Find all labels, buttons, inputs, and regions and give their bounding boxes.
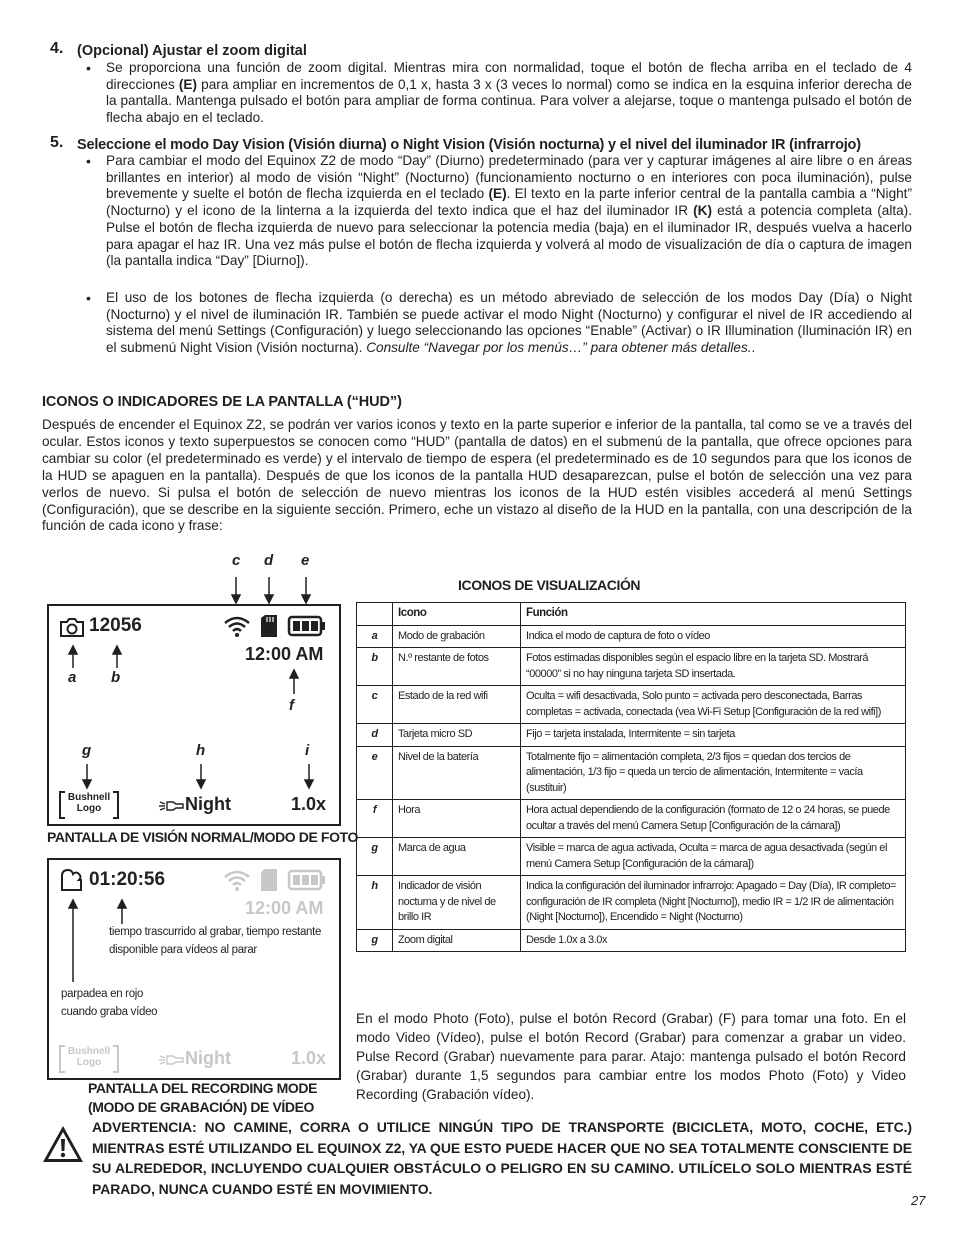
screen1-caption: PANTALLA DE VISIÓN NORMAL/MODO DE FOTO <box>47 829 358 845</box>
wifi-icon <box>223 614 251 638</box>
table-row-key: g <box>357 838 393 876</box>
label-b: b <box>111 669 121 686</box>
table-row <box>357 724 906 747</box>
sd-card-icon-faded <box>260 868 278 892</box>
wifi-icon-faded <box>223 868 251 892</box>
table-row <box>357 838 906 876</box>
table-row-icon: Marca de agua <box>393 838 521 876</box>
blink-note: parpadea en rojo cuando graba vídeo <box>61 988 158 1018</box>
video-camera-icon <box>59 868 85 892</box>
warning-text: ADVERTENCIA: NO CAMINE, CORRA O UTILICE NINGÚN TIPO DE TRANSPORTE (BICICLETA, MOTO, COCHE, ETC.) MIENTRAS ESTÉ UTILIZANDO EL EQUINOX Z2, YA QUE ESTO PUEDE HACER QUE NO SEA TOTALMENTE CONSCIENTE DE SU ALREDEDOR, INCLUYENDO CUALQUIER OBSTÁCULO O PELIGRO EN SU CAMINO. UTILÍCELO SOLO MIENTRAS ESTÉ PARADO, NUNCA CUANDO ESTÉ EN MOVIMIENTO. <box>92 1119 912 1197</box>
table-row-function: Hora actual dependiendo de la configuración (formato de 12 o 24 horas, se puede ocultar a través del menú Camera Setup [Configuración de la cámara]) <box>521 800 906 838</box>
table-row-key: c <box>357 686 393 724</box>
table-row-icon: Zoom digital <box>393 929 521 952</box>
arrows-a-b-f <box>59 642 329 698</box>
watermark-logo: Bushnell Logo <box>59 791 119 817</box>
arrows-c-d-e <box>225 575 325 605</box>
camera-icon <box>59 616 85 638</box>
table-row <box>357 876 906 930</box>
table-row <box>357 800 906 838</box>
table-row <box>357 746 906 800</box>
table-row-key: d <box>357 724 393 747</box>
photo-video-paragraph: En el modo Photo (Foto), pulse el botón Record (Grabar) (F) para tomar una foto. En el modo Video (Vídeo), pulse el botón Record (Grabar) para comenzar a grabar un video. Pulse Record (Grabar) nuevamente para parar. Atajo: mantenga pulsado el botón Record (Grabar) durante 1,5 segundos para cambiar entre los modos Photo (Foto) y Video Recording (Grabación vídeo). <box>356 1011 906 1102</box>
table-row-icon: Indicador de visión nocturna y de nivel de brillo IR <box>393 876 521 930</box>
table-row-icon: Modo de grabación <box>393 625 521 648</box>
table-row-icon: Hora <box>393 800 521 838</box>
night-mode-text: Night <box>185 794 231 814</box>
table-title: ICONOS DE VISUALIZACIÓN <box>458 577 641 593</box>
table-row-key: g <box>357 929 393 952</box>
hud-screen-photo-mode <box>47 604 341 826</box>
table-row-key: f <box>357 800 393 838</box>
step-4-title: (Opcional) Ajustar el zoom digital <box>77 43 307 59</box>
screen2-caption: PANTALLA DEL RECORDING MODE (MODO DE GRABACIÓN) DE VÍDEO <box>88 1080 318 1115</box>
elapsed-time: 01:20:56 <box>89 869 166 890</box>
step-5-bullet-2: • El uso de los botones de flecha izquierda (o derecha) es un método abreviado de selección de los modos Day (Día) o Night (Nocturno) y el nivel de iluminación IR. También se puede activar el modo Night (Nocturno) y configurar el nivel de IR accediendo al sistema del menú Settings (Configuración) y luego seleccionando las opciones “Enable” (Activar) o IR Illumination (Iluminación IR) en el submenú Night Vision (Visión nocturna). Consulte “Navegar por los menús…” para obtener más detalles.. <box>106 290 912 357</box>
hud-icons-table <box>356 602 906 952</box>
table-row-icon: Nivel de la batería <box>393 746 521 800</box>
hud-section-title: ICONOS O INDICADORES DE LA PANTALLA (“HUD”) <box>42 394 402 410</box>
zoom-level: 1.0x <box>291 794 327 814</box>
table-row <box>357 625 906 648</box>
label-i: i <box>305 742 310 759</box>
watermark-logo-faded: Bushnell Logo <box>59 1045 119 1071</box>
flashlight-icon <box>159 799 185 813</box>
step-5-number: 5. <box>50 134 64 151</box>
battery-icon-faded <box>287 869 327 891</box>
table-header-function: Función <box>521 603 906 626</box>
table-row-function: Indica el modo de captura de foto o vídeo <box>521 625 906 648</box>
table-row-function: Totalmente fijo = alimentación completa, 2/3 fijos = quedan dos tercios de alimentación, 1/3 fijo = queda un tercio de alimentación, Intermitente = vacía (sustituir) <box>521 746 906 800</box>
time-display: 12:00 AM <box>245 644 324 664</box>
label-c: c <box>232 552 241 569</box>
table-header-key <box>357 603 393 626</box>
hud-screen-recording-mode <box>47 858 341 1080</box>
table-row-icon: Estado de la red wifi <box>393 686 521 724</box>
table-row-key: h <box>357 876 393 930</box>
table-header <box>357 603 906 626</box>
table-row-function: Fotos estimadas disponibles según el espacio libre en la tarjeta SD. Mostrará “00000” si no hay ninguna tarjeta SD insertada. <box>521 648 906 686</box>
step-4-bullet-1: • Se proporciona una función de zoom digital. Mientras mira con normalidad, toque el botón de flecha arriba en el teclado de 4 direcciones (E) para ampliar en incrementos de 0,1 x, hasta 3 x (3 veces lo normal) como se indica en la esquina inferior derecha de la pantalla. Mantenga pulsado el botón para ampliar de forma continua. Para volver a alejarse, toque o mantenga pulsado el botón de flecha abajo en el teclado. <box>106 60 912 127</box>
flashlight-icon-faded <box>159 1053 185 1067</box>
sd-card-icon <box>260 614 278 638</box>
night-mode-text-faded: Night <box>185 1048 231 1068</box>
table-row-icon: N.º restante de fotos <box>393 648 521 686</box>
step-4-number: 4. <box>50 40 64 57</box>
time-display-faded: 12:00 AM <box>245 898 324 918</box>
page-number: 27 <box>911 1193 926 1208</box>
arrows-g-h-i <box>69 760 329 794</box>
table-row-function: Visible = marca de agua activada, Oculta = marca de agua desactivada (según el menú Camera Setup [Configuración de la cámara]) <box>521 838 906 876</box>
table-row <box>357 686 906 724</box>
zoom-level-faded: 1.0x <box>291 1048 327 1068</box>
table-row-function: Fijo = tarjeta instalada, Intermitente = sin tarjeta <box>521 724 906 747</box>
table-header-icon: Icono <box>393 603 521 626</box>
label-d: d <box>264 552 274 569</box>
warning-icon <box>41 1124 85 1164</box>
hud-section-intro: Después de encender el Equinox Z2, se podrán ver varios iconos y texto en la parte superior e inferior de la pantalla, tal como se ve a través del ocular. Estos iconos y texto superpuestos se conocen como “HUD” (pantalla de datos) en el submenú de la pantalla, que ofrece opciones para cambiar su color (el predeterminado es verde) y el intervalo de tiempo de espera (el predeterminado es de 10 segundos para que los iconos de la HUD se apaguen en la pantalla). Después de que los iconos de la pantalla HUD desaparezcan, pulse el botón de selección una vez para verlos de nuevo. Si pulsa el botón de selección de nuevo mientras los iconos de la HUD estén visibles accederá al menú Settings (Configuración), que se describe en la siguiente sección. Primero, eche un vistazo al diseño de la HUD en la pantalla, con una descripción de la función de cada icono y frase: <box>42 417 912 534</box>
table-row-function: Desde 1.0x a 3.0x <box>521 929 906 952</box>
step-5-bullet-1: • Para cambiar el modo del Equinox Z2 de modo “Day” (Diurno) predeterminado (para ver y capturar imágenes al aire libre o en áreas brillantes en interior) al modo de visión “Night” (Nocturno) (funcionamiento nocturno o en interiores con poca iluminación), pulse brevemente y suelte el botón de flecha izquierda en el teclado (E). El texto en la parte inferior central de la pantalla cambia a “Night” (Nocturno) y el icono de la linterna a la izquierda del texto indica que el haz del iluminador IR (K) está a potencia completa (alta). Pulse el botón de flecha izquierda de nuevo para seleccionar la potencia media (baja) en el iluminador IR, después vuelva a hacerlo para apagar el haz IR. Una vez más pulse el botón de flecha izquierda y volverá al modo de visualización de día o captura de imagen (la pantalla indica “Day” [Diurno]). <box>106 153 912 270</box>
table-row-key: b <box>357 648 393 686</box>
table-row-function: Indica la configuración del iluminador infrarrojo: Apagado = Day (Día), IR completo= configuración de IR completa (Night [Nocturno]), medio IR = 1/2 IR de alimentación (Night [Nocturno]), Encendido = Night (Nocturno) <box>521 876 906 930</box>
photo-count: 12056 <box>89 615 142 636</box>
elapsed-time-note: tiempo trascurrido al grabar, tiempo restante disponible para vídeos al parar <box>109 926 322 956</box>
label-f: f <box>289 697 294 714</box>
step-5-title: Seleccione el modo Day Vision (Visión diurna) o Night Vision (Visión nocturna) y el nivel del iluminador IR (infrarrojo) <box>77 137 861 153</box>
table-row-key: a <box>357 625 393 648</box>
table-row <box>357 648 906 686</box>
table-row-key: e <box>357 746 393 800</box>
table-row-icon: Tarjeta micro SD <box>393 724 521 747</box>
table-row-function: Oculta = wifi desactivada, Solo punto = activada pero desconectada, Barras completas = activada, conectada (vea Wi-Fi Setup [Configuración de la red wifi]) <box>521 686 906 724</box>
label-e: e <box>301 552 310 569</box>
table-row <box>357 929 906 952</box>
label-a: a <box>68 669 77 686</box>
label-h: h <box>196 742 206 759</box>
label-g: g <box>82 742 92 759</box>
battery-icon <box>287 615 327 637</box>
